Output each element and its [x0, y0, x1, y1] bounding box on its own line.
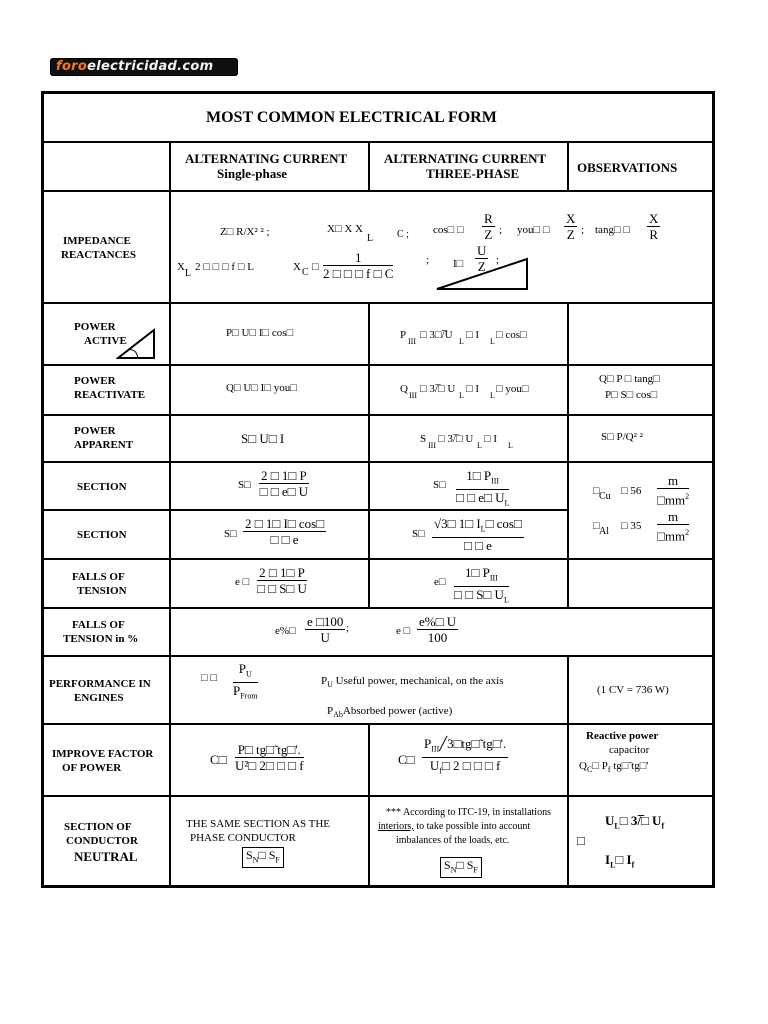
- active-three-l1: L: [459, 337, 464, 346]
- improve-single-den: U²□ 2□ □ □ f: [235, 758, 304, 773]
- power-triangle-icon: [116, 326, 158, 362]
- improve-obs-line1: Reactive power: [586, 730, 659, 742]
- falls-single-den: □ □ S□ U: [257, 581, 307, 596]
- impedance-label-2: REACTANCES: [61, 249, 136, 261]
- i-numerator: U: [477, 243, 487, 258]
- falls-pct-f1-end: ;: [346, 622, 350, 634]
- performance-den-sub: From: [240, 691, 258, 701]
- improve-single-pre: C□: [210, 752, 227, 767]
- improve-three-num-sub: III: [431, 744, 440, 754]
- improve-three-num-b: 3: [447, 736, 454, 751]
- section-obs-al-sub: Al: [599, 526, 609, 537]
- improve-single-num: P□ tg□̃ tg□'.: [235, 742, 304, 758]
- apparent-single-cell: [171, 416, 370, 463]
- improve-single-fraction: [235, 742, 304, 773]
- row-label-performance: [44, 657, 171, 725]
- active-label-2: ACTIVE: [84, 335, 127, 347]
- section-obs-cell: [569, 463, 712, 560]
- performance-pu-sub: U: [327, 680, 333, 690]
- improve-obs-cell: [569, 725, 712, 797]
- reactive-three-sub: III: [409, 391, 417, 400]
- row-label-falls: [44, 560, 171, 609]
- improve-three-num-a: P: [424, 736, 432, 751]
- improve-obs-line2: capacitor: [609, 744, 650, 756]
- impedance-formula-xc-eq: □: [312, 261, 319, 273]
- performance-pab-sub: Ab: [333, 710, 343, 720]
- row-label-reactive: [44, 366, 171, 416]
- sin-denominator: Z: [566, 227, 575, 242]
- header-single-line2: Single-phase: [217, 166, 288, 181]
- section2-single-pre: S□: [224, 528, 237, 540]
- section2-single-num: 2 □ 1□ I□ cos□: [245, 516, 325, 531]
- section-obs-cu-den-wrap: [657, 489, 689, 507]
- active-single-cell: [171, 304, 370, 366]
- impedance-formula-xc-sub: C: [302, 267, 309, 278]
- impedance-formula-x-c: C ;: [397, 229, 409, 240]
- i-end: ;: [496, 254, 500, 266]
- header-three-line2: THREE-PHASE: [426, 166, 520, 181]
- falls-pct-label-1: FALLS OF: [72, 619, 125, 631]
- section-obs-al-val: □ 35: [621, 520, 642, 532]
- section1-three-den-sub: L: [504, 498, 510, 508]
- neutral-three-line3: imbalances of the loads, etc.: [396, 835, 510, 846]
- header-observations: [569, 143, 712, 192]
- apparent-three-l1: L: [477, 441, 482, 450]
- xc-denominator: 2 □ □ □ f □ C: [323, 266, 394, 281]
- performance-num-wrap: [233, 661, 258, 683]
- falls-pct-label-2: TENSION in %: [63, 633, 139, 645]
- impedance-triangle-diagram: [435, 257, 530, 291]
- xc-numerator: 1: [323, 250, 393, 266]
- apparent-obs-cell: [569, 416, 712, 463]
- site-logo: [50, 58, 238, 76]
- section2-three-num: √3□ 1□ I: [434, 516, 481, 531]
- section1-three-pre: S□: [433, 479, 446, 491]
- reactive-label-2: REACTIVATE: [74, 389, 146, 401]
- header-empty-cell: [44, 143, 171, 192]
- neutral-single-line2: PHASE CONDUCTOR: [190, 832, 296, 844]
- impedance-formula-x-sub: L: [367, 233, 374, 244]
- logo-text: [56, 58, 214, 76]
- falls-pct-f1-num: e □100: [307, 614, 344, 629]
- section-obs-cu-rho: □: [593, 485, 600, 497]
- section-obs-al-den: □mm: [657, 528, 686, 544]
- title-cell: [44, 94, 712, 143]
- impedance-cos-fraction: [482, 211, 495, 242]
- improve-single-cell: [171, 725, 370, 797]
- tan-numerator: X: [649, 211, 659, 226]
- section-obs-al-num: m: [657, 509, 689, 525]
- performance-eta: □ □: [201, 672, 218, 684]
- cos-end: ;: [499, 224, 503, 236]
- improve-three-den-rest: □ 2 □ □ □ f: [441, 757, 501, 773]
- falls-three-den-wrap: [454, 587, 509, 608]
- section-obs-al-rho: □: [593, 520, 600, 532]
- section2-three-pre: S□: [412, 528, 425, 540]
- performance-formula-cell: [171, 657, 569, 725]
- section1-three-num: 1□ P: [466, 468, 492, 483]
- neutral-single-box-s: S: [246, 848, 253, 862]
- section1-three-num-wrap: [456, 468, 509, 490]
- reactive-three-rest: □ 3/̅□ U: [420, 383, 456, 395]
- neutral-obs-i: I: [605, 852, 611, 867]
- neutral-single-box: [242, 847, 284, 868]
- neutral-obs-u-rest: □ 3/̅□ U: [619, 813, 662, 828]
- active-three-rest: □ 3□/̅U: [420, 329, 453, 341]
- performance-pu-line: [321, 674, 504, 692]
- performance-pu: P: [321, 675, 328, 687]
- impedance-formula-xl-sub: L: [185, 268, 192, 279]
- neutral-three-box-rest: □ S: [456, 858, 474, 872]
- logo-text-a: foro: [56, 59, 88, 74]
- neutral-three-cell: [370, 797, 569, 885]
- section1-three-cell: [370, 463, 569, 511]
- section2-three-num-wrap: [432, 516, 524, 538]
- falls-pct-f2-den: 100: [427, 630, 448, 645]
- section-obs-al-fraction: [657, 509, 689, 543]
- improve-obs-formula: [579, 759, 648, 777]
- impedance-formula-tan: tang□ □: [595, 224, 630, 236]
- header-three-line1: ALTERNATING CURRENT: [384, 151, 547, 166]
- row-label-falls-pct: [44, 609, 171, 657]
- section2-three-cell: [370, 511, 569, 560]
- neutral-obs-u-sub2: f: [661, 821, 665, 831]
- section1-label: SECTION: [77, 481, 127, 493]
- improve-label-1: IMPROVE FACTOR: [52, 748, 154, 760]
- performance-fraction: [233, 661, 258, 703]
- section-obs-al-den-wrap: [657, 525, 689, 543]
- header-single-line1: ALTERNATING CURRENT: [185, 151, 348, 166]
- neutral-three-box-s: S: [444, 858, 451, 872]
- section2-single-den: □ □ e: [270, 532, 299, 547]
- tan-denominator: R: [649, 227, 659, 242]
- falls-pct-f1-pre: e%□: [275, 625, 296, 637]
- neutral-three-box: [440, 857, 482, 878]
- section1-single-cell: [171, 463, 370, 511]
- impedance-formula-xl-rest: 2 □ □ □ f □ L: [195, 261, 254, 273]
- neutral-label-2: CONDUCTOR: [66, 835, 138, 847]
- improve-three-pre: C□: [398, 752, 415, 767]
- falls-label-2: TENSION: [77, 585, 127, 597]
- row-label-active: [44, 304, 171, 366]
- section2-three-num-sub: L: [480, 524, 486, 534]
- row-label-neutral: [44, 797, 171, 885]
- active-three-end: □ cos□: [496, 329, 527, 341]
- falls-pct-f1-fraction: [305, 614, 345, 645]
- apparent-single-formula: S□ U□ I: [241, 431, 285, 446]
- performance-pu-text: Useful power, mechanical, on the axis: [335, 675, 504, 687]
- neutral-obs-cell: [569, 797, 712, 885]
- section1-three-den-wrap: [456, 490, 509, 511]
- performance-num-sub: U: [246, 669, 252, 679]
- falls-single-num: 2 □ 1□ P: [257, 565, 307, 581]
- improve-obs-q: Q: [579, 760, 587, 772]
- apparent-three-rest: □ 3/̅□ U: [438, 433, 474, 445]
- impedance-formula-cos: cos□ □: [433, 224, 464, 236]
- improve-three-num-c: □tg□̃ tg□'.: [453, 736, 507, 751]
- xc-end: ;: [426, 254, 430, 266]
- section2-label: SECTION: [77, 529, 127, 541]
- section1-three-num-sub: III: [491, 476, 500, 486]
- sin-end: ;: [581, 224, 585, 236]
- section1-single-fraction: [259, 468, 309, 499]
- section-obs-cu-fraction: [657, 473, 689, 507]
- falls-three-pre: e□: [434, 576, 446, 588]
- performance-label-2: ENGINES: [74, 692, 124, 704]
- impedance-label-1: IMPEDANCE: [63, 235, 131, 247]
- improve-label-2: OF POWER: [62, 762, 122, 774]
- impedance-tan-fraction: [647, 211, 660, 242]
- reactive-three-cell: [370, 366, 569, 416]
- improve-three-den: U: [429, 757, 440, 773]
- improve-three-fraction: [422, 736, 508, 778]
- falls-single-cell: [171, 560, 370, 609]
- row-label-section-1: [44, 463, 171, 511]
- active-single-formula: P□ U□ I□ cos□: [226, 327, 294, 339]
- performance-den-wrap: [233, 683, 258, 704]
- section-obs-al-sq: 2: [685, 528, 690, 537]
- neutral-single-cell: [171, 797, 370, 885]
- reactive-single-cell: [171, 366, 370, 416]
- neutral-obs-line2: □: [577, 833, 585, 848]
- falls-label-1: FALLS OF: [72, 571, 125, 583]
- neutral-single-box-sub2: F: [275, 855, 280, 865]
- improve-three-num-wrap: $P_{III}╱3□tg□̃$ tg□'.: [422, 736, 508, 758]
- neutral-obs-u: U: [605, 813, 615, 828]
- neutral-obs-line3: [605, 852, 634, 873]
- impedance-xc-fraction: [323, 250, 393, 281]
- neutral-obs-i-rest: □ I: [615, 852, 632, 867]
- section-obs-cu-den: □mm: [657, 492, 686, 508]
- reactive-label-1: POWER: [74, 375, 116, 387]
- performance-label-1: PERFORMANCE IN: [49, 678, 151, 690]
- neutral-three-box-sub2: F: [473, 865, 478, 875]
- impedance-formula-xc: X: [293, 261, 301, 273]
- improve-obs-q-sub: C: [586, 765, 593, 775]
- apparent-three-sub: III: [428, 441, 436, 450]
- section1-three-den: □ □ e□ U: [456, 489, 505, 505]
- falls-three-num-sub: III: [489, 573, 498, 583]
- active-three-sub: III: [408, 337, 416, 346]
- impedance-sin-fraction: [564, 211, 577, 242]
- falls-three-cell: [370, 560, 569, 609]
- apparent-obs-formula: S□ P/Q² ²: [601, 431, 643, 443]
- falls-three-num-wrap: [454, 565, 509, 587]
- performance-obs: (1 CV = 736 W): [597, 684, 669, 696]
- neutral-three-line2: [378, 819, 530, 834]
- active-three-mid: □ I: [466, 329, 480, 341]
- falls-single-fraction: [257, 565, 307, 596]
- section-obs-cu-val: □ 56: [621, 485, 642, 497]
- logo-text-b: electricidad.com: [87, 59, 214, 74]
- impedance-formula-z: Z□ R/X² ² ;: [220, 226, 270, 238]
- neutral-three-box-sub: N: [450, 865, 457, 875]
- neutral-three-line1: *** According to ITC-19, in installations: [386, 807, 551, 818]
- impedance-formula-xl: X: [177, 261, 185, 273]
- header-obs-label: OBSERVATIONS: [577, 160, 678, 175]
- neutral-label-1: SECTION OF: [64, 821, 132, 833]
- reactive-three-q: Q: [400, 383, 408, 395]
- falls-three-den-sub: L: [503, 595, 509, 605]
- formula-table: [41, 91, 715, 888]
- neutral-obs-line1: [605, 813, 664, 834]
- reactive-obs-cell: [569, 366, 712, 416]
- impedance-formulas: [171, 191, 712, 304]
- section2-three-num-end: □ cos□: [485, 516, 522, 531]
- section2-single-cell: [171, 511, 370, 560]
- improve-three-den-sub: f: [439, 766, 442, 776]
- neutral-single-line1: THE SAME SECTION AS THE: [186, 818, 331, 830]
- section1-single-num: 2 □ 1□ P: [261, 468, 307, 483]
- reactive-single-formula: Q□ U□ I□ you□: [226, 382, 297, 394]
- row-label-apparent: [44, 416, 171, 463]
- active-label-1: POWER: [74, 321, 116, 333]
- impedance-formula-sin: you□ □: [517, 224, 550, 236]
- falls-pct-f2-pre: e □: [396, 625, 411, 637]
- improve-obs-sub2: f: [607, 765, 611, 775]
- improve-three-cell: [370, 725, 569, 797]
- section2-single-fraction: [243, 516, 326, 547]
- apparent-label-1: POWER: [74, 425, 116, 437]
- improve-obs-rest: □ P: [592, 760, 608, 772]
- falls-three-num: 1□ P: [464, 565, 490, 580]
- performance-obs-cell: [569, 657, 712, 725]
- improve-three-den-wrap: [422, 758, 508, 779]
- cos-numerator: R: [484, 211, 493, 226]
- falls-three-den: □ □ S□ U: [454, 586, 504, 602]
- neutral-single-box-sub: N: [252, 855, 259, 865]
- sin-numerator: X: [566, 211, 576, 226]
- impedance-formula-i: I□: [453, 258, 464, 270]
- row-label-improve: [44, 725, 171, 797]
- neutral-three-line2a: interiors,: [378, 821, 414, 832]
- section2-three-fraction: [432, 516, 524, 553]
- page-title: MOST COMMON ELECTRICAL FORM: [206, 109, 497, 126]
- i-denominator: Z: [477, 259, 486, 274]
- performance-den: P: [233, 682, 241, 698]
- cos-denominator: Z: [484, 227, 493, 242]
- reactive-three-end: □ you□: [496, 383, 529, 395]
- apparent-label-2: APPARENT: [74, 439, 134, 451]
- neutral-label-3: NEUTRAL: [74, 849, 138, 864]
- section2-three-den: □ □ e: [463, 537, 492, 553]
- apparent-three-l2: L: [508, 441, 513, 450]
- falls-three-fraction: [454, 565, 509, 607]
- performance-num: P: [238, 661, 247, 676]
- section-obs-cu-num: m: [657, 473, 689, 489]
- section1-single-den: □ □ e□ U: [259, 484, 309, 499]
- section-obs-cu-sq: 2: [685, 492, 690, 501]
- neutral-obs-i-sub2: f: [631, 860, 635, 870]
- header-single-phase: [171, 143, 370, 192]
- performance-pab: P: [327, 705, 334, 717]
- improve-obs-end: tg□̃ tg□': [613, 760, 649, 772]
- reactive-three-mid: □ I: [466, 383, 480, 395]
- neutral-three-line2b: to take possible into account: [413, 821, 531, 832]
- falls-pct-formulas: [171, 609, 712, 657]
- active-three-l2: L: [490, 337, 495, 346]
- row-label-section-2: [44, 511, 171, 560]
- reactive-obs-line2: P□ S□ cos□: [605, 389, 658, 401]
- apparent-three-s: S: [420, 433, 427, 445]
- section1-single-pre: S□: [238, 479, 251, 491]
- performance-pab-text: Absorbed power (active): [342, 705, 453, 717]
- neutral-obs-i-sub: L: [610, 860, 616, 870]
- reactive-three-l1: L: [459, 391, 464, 400]
- performance-pab-line: [327, 704, 452, 722]
- section1-three-fraction: [456, 468, 509, 510]
- reactive-obs-line1: Q□ P □ tang□: [599, 373, 660, 385]
- falls-single-pre: e □: [235, 576, 250, 588]
- section-obs-cu-sub: Cu: [599, 491, 611, 502]
- falls-obs-cell: [569, 560, 712, 609]
- falls-pct-f2-num: e%□ U: [419, 614, 457, 629]
- header-three-phase: [370, 143, 569, 192]
- neutral-obs-u-sub: L: [614, 821, 620, 831]
- apparent-three-cell: [370, 416, 569, 463]
- falls-pct-f1-den: U: [320, 630, 330, 645]
- active-three-p: P: [400, 329, 407, 341]
- active-obs-cell: [569, 304, 712, 366]
- falls-pct-f2-fraction: [417, 614, 458, 645]
- neutral-single-box-rest: □ S: [258, 848, 276, 862]
- row-label-impedance: [44, 191, 171, 304]
- apparent-three-mid: □ I: [484, 433, 498, 445]
- impedance-formula-x: X□ X X: [327, 223, 363, 235]
- active-three-cell: [370, 304, 569, 366]
- reactive-three-l2: L: [490, 391, 495, 400]
